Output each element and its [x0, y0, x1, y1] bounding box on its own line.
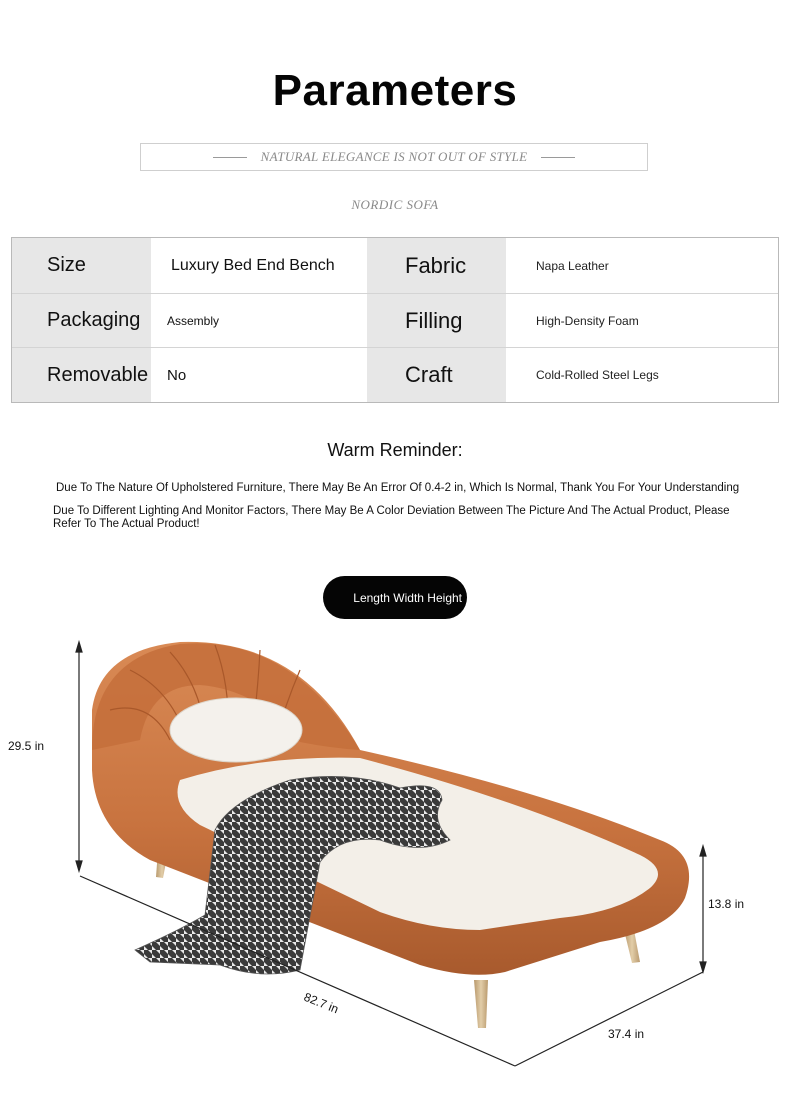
param-value-size: Luxury Bed End Bench	[171, 256, 335, 274]
param-label-packaging: Packaging	[12, 294, 151, 347]
param-value-packaging: Assembly	[167, 313, 220, 328]
leg-front-center	[474, 980, 488, 1028]
param-value-craft: Cold-Rolled Steel Legs	[536, 368, 659, 382]
parameter-row	[12, 348, 778, 402]
param-value-removable: No	[167, 366, 187, 384]
parameter-row	[12, 294, 778, 348]
parameter-row	[12, 238, 778, 294]
param-label-removable: Removable	[12, 348, 151, 402]
reminder-title: Warm Reminder:	[327, 440, 463, 460]
tagline-text: NATURAL ELEGANCE IS NOT OUT OF STYLE	[260, 149, 528, 164]
pillow	[170, 698, 302, 762]
tagline-banner	[140, 143, 648, 171]
param-value-fabric: Napa Leather	[536, 258, 609, 273]
reminder-line-2: Due To Different Lighting And Monitor Factors, There May Be A Color Deviation Between The Picture And The Actual Product, Please Refer To The Actual Product!	[53, 505, 730, 530]
reminder-line-1: Due To The Nature Of Upholstered Furniture, There May Be An Error Of 0.4-2 in, Which Is Normal, Thank You For Your Understanding	[56, 482, 740, 494]
param-value-filling: High-Density Foam	[536, 313, 639, 328]
page-title: Parameters	[272, 66, 518, 115]
dimensions-button[interactable]: Length Width Height	[323, 576, 467, 619]
tagline-left-line	[213, 157, 247, 158]
leg-height-label: 13.8 in	[708, 897, 745, 911]
height-label: 29.5 in	[8, 739, 45, 753]
parameters-table	[11, 237, 779, 403]
product-subtitle: NORDIC SOFA	[351, 197, 439, 212]
length-label: 82.7 in	[301, 989, 341, 1017]
width-label: 37.4 in	[608, 1027, 645, 1041]
param-label-craft: Craft	[367, 348, 506, 402]
tagline-right-line	[541, 157, 575, 158]
product-dimension-illustration	[0, 630, 790, 1100]
param-label-filling: Filling	[367, 294, 506, 347]
param-label-size: Size	[12, 238, 151, 293]
param-label-fabric: Fabric	[367, 238, 506, 293]
